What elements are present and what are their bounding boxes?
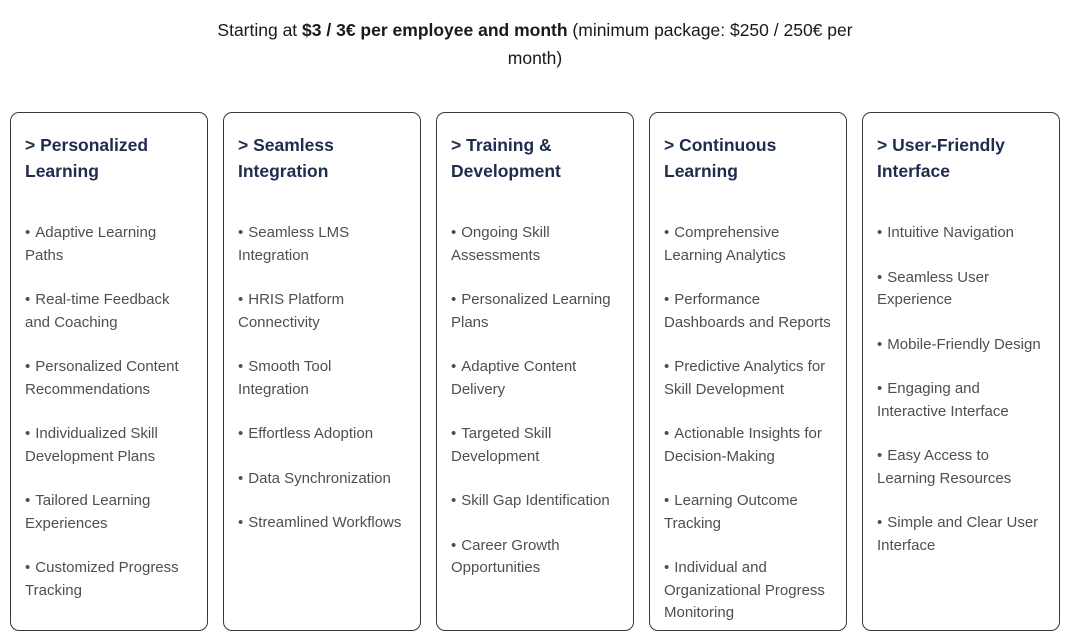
feature-item-text: Adaptive Content Delivery [451,358,577,398]
feature-card-personalized-learning [10,112,208,631]
bullet-icon: • [25,559,31,576]
bullet-icon: • [451,536,457,554]
feature-item-text: Engaging and Interactive Interface [877,380,1009,420]
feature-item [877,334,1045,357]
feature-item [238,222,406,267]
feature-item [664,423,832,468]
feature-item-text: Predictive Analytics for Skill Development [664,358,826,398]
chevron-icon: > [451,135,462,155]
bullet-icon: • [238,224,244,241]
feature-card-continuous-learning [649,112,847,631]
feature-item-text: Adaptive Learning Paths [25,224,157,264]
feature-item-text: Career Growth Opportunities [451,536,560,576]
feature-item-text: Simple and Clear User Interface [877,514,1039,554]
chevron-icon: > [877,135,888,155]
feature-item-text: Tailored Learning Experiences [25,492,151,532]
feature-item-text: Real-time Feedback and Coaching [25,291,170,331]
card-title-text: Continuous Learning [664,135,777,181]
feature-item [25,356,193,401]
bullet-icon: • [877,514,883,531]
feature-item [238,512,406,535]
feature-item-text: Targeted Skill Development [451,425,552,465]
card-title-text: User-Friendly Interface [877,135,1005,181]
feature-item [25,289,193,334]
feature-item-text: Effortless Adoption [248,425,374,442]
card-title [238,132,406,184]
card-title [25,132,193,184]
bullet-icon: • [238,425,244,442]
chevron-icon: > [238,135,249,155]
feature-item [451,423,619,468]
bullet-icon: • [451,425,457,442]
feature-item [25,222,193,267]
feature-item [238,468,406,491]
feature-item-text: Learning Outcome Tracking [664,492,798,532]
feature-item-text: Smooth Tool Integration [238,358,332,398]
feature-item-text: Mobile-Friendly Design [887,335,1041,353]
feature-item-text: Personalized Learning Plans [451,291,611,331]
pricing-header [215,16,855,72]
bullet-icon: • [664,358,670,375]
bullet-icon: • [238,358,244,375]
bullet-icon: • [238,291,244,308]
feature-item-text: Ongoing Skill Assessments [451,224,550,264]
feature-item-text: Data Synchronization [248,469,391,487]
feature-item-text: HRIS Platform Connectivity [238,291,345,331]
feature-item [451,222,619,267]
feature-item [664,222,832,267]
feature-item [25,490,193,535]
feature-item-text: Customized Progress Tracking [25,559,179,599]
card-title [877,132,1045,184]
bullet-icon: • [664,224,670,241]
chevron-icon: > [25,135,36,155]
bullet-icon: • [451,358,457,375]
bullet-icon: • [25,492,31,509]
feature-item-text: Individualized Skill Development Plans [25,425,158,465]
features-grid [0,112,1070,631]
feature-item [451,289,619,334]
feature-item [238,423,406,446]
card-title [451,132,619,184]
feature-item [451,356,619,401]
feature-item-text: Personalized Content Recommendations [25,358,179,398]
chevron-icon: > [664,135,675,155]
feature-item [877,378,1045,423]
feature-item [664,356,832,401]
card-title-text: Seamless Integration [238,135,334,181]
feature-card-training-development [436,112,634,631]
bullet-icon: • [877,380,883,397]
bullet-icon: • [25,358,31,375]
bullet-icon: • [664,492,670,509]
bullet-icon: • [451,492,457,509]
feature-item [664,557,832,625]
feature-item [238,356,406,401]
feature-item-text: Actionable Insights for Decision-Making [664,425,822,465]
bullet-icon: • [238,514,244,531]
card-title-text: Personalized Learning [25,135,149,181]
feature-item-text: Streamlined Workflows [248,514,402,531]
feature-item [664,490,832,535]
bullet-icon: • [664,291,670,308]
feature-item-text: Seamless LMS Integration [238,224,350,264]
bullet-icon: • [664,425,670,442]
feature-item [238,289,406,334]
feature-item [25,423,193,468]
card-title [664,132,832,184]
bullet-icon: • [664,559,670,576]
feature-card-user-friendly-interface [862,112,1060,631]
feature-item [877,267,1045,312]
feature-item-text: Individual and Organizational Progress Monitoring [664,559,825,621]
feature-item [877,222,1045,245]
feature-item-text: Performance Dashboards and Reports [664,291,831,331]
feature-item-text: Comprehensive Learning Analytics [664,224,786,264]
feature-item [451,535,619,580]
feature-item-text: Skill Gap Identification [461,492,610,509]
bullet-icon: • [25,224,31,241]
bullet-icon: • [25,291,31,308]
feature-item [451,490,619,513]
bullet-icon: • [877,335,883,353]
bullet-icon: • [877,224,883,241]
feature-item [664,289,832,334]
bullet-icon: • [25,425,31,442]
pricing-text-start: Starting at [217,20,303,40]
feature-item [877,445,1045,490]
feature-item-text: Seamless User Experience [877,268,989,308]
feature-item-text: Easy Access to Learning Resources [877,447,1012,487]
bullet-icon: • [877,447,883,464]
feature-item-text: Intuitive Navigation [887,224,1015,241]
bullet-icon: • [238,469,244,487]
bullet-icon: • [451,224,457,241]
card-title-text: Training & Development [451,135,561,181]
bullet-icon: • [877,268,883,286]
feature-item [25,557,193,602]
feature-card-seamless-integration [223,112,421,631]
feature-item [877,512,1045,557]
pricing-amount: $3 / 3€ per employee and month [302,20,568,40]
pricing-text-end: (minimum package: $250 / 250€ per month) [507,20,853,68]
bullet-icon: • [451,291,457,308]
